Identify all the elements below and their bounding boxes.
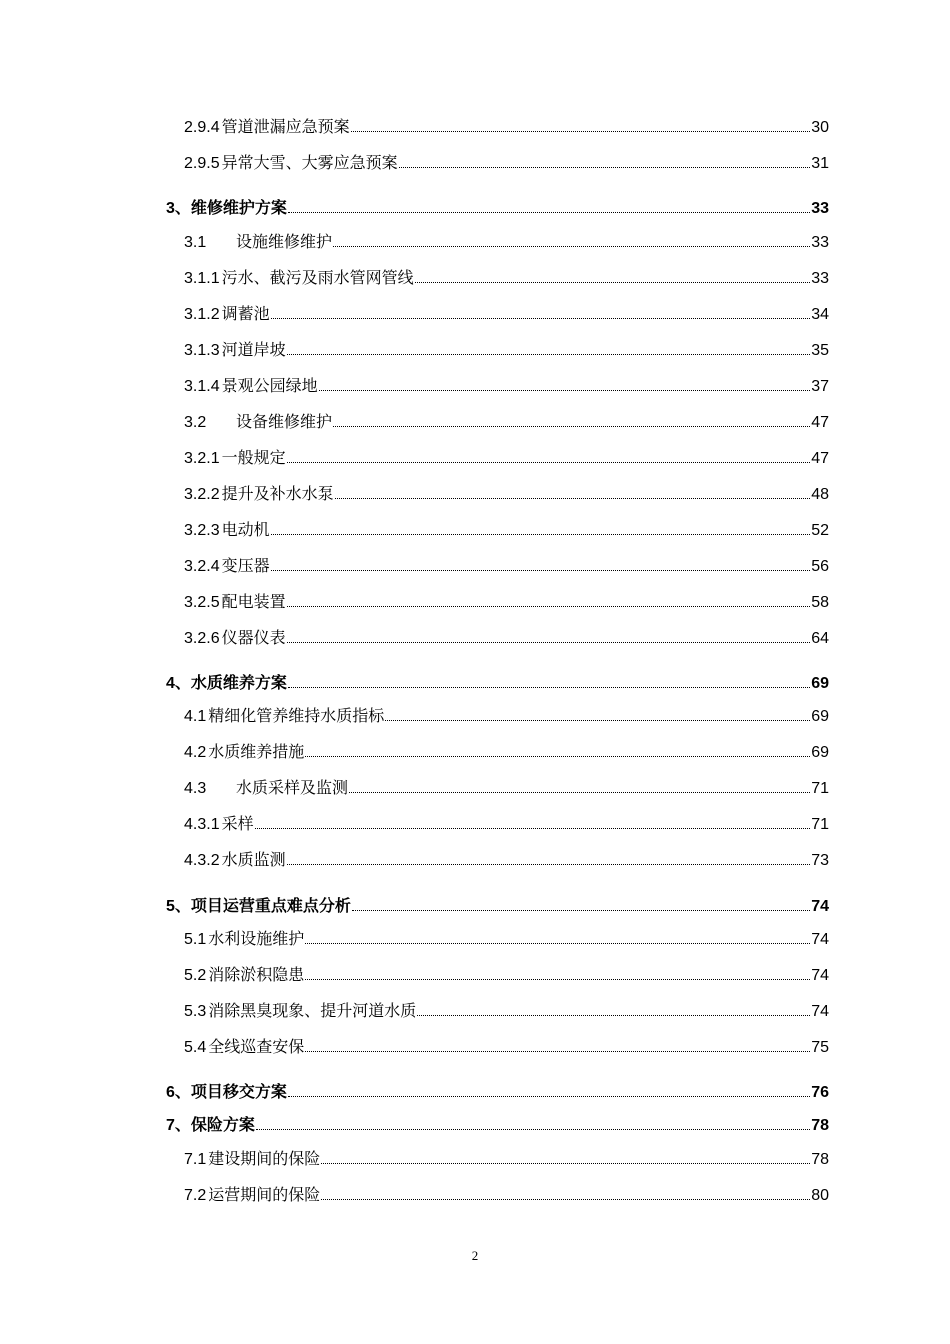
dot-leader [271,534,811,535]
toc-entry-3-1-3[interactable] [184,341,829,361]
toc-entry-5-3[interactable] [184,1002,829,1022]
toc-entry-number: 3.1.4 [184,378,220,395]
toc-entry-page: 33 [811,234,829,251]
toc-entry-number: 4.3.2 [184,852,220,869]
toc-entry-3-2-1[interactable] [184,449,829,469]
toc-entry-title: 设施维修维护 [236,234,333,251]
toc-entry-page: 74 [811,967,829,984]
dot-leader [305,756,810,757]
toc-entry-page: 80 [811,1187,829,1204]
toc-entry-number: 7.1 [184,1151,207,1168]
toc-entry-page: 71 [811,816,829,833]
toc-entry-3-2-6[interactable] [184,629,829,649]
toc-entry-number: 3.1.1 [184,270,220,287]
toc-entry-7-1[interactable] [184,1150,829,1170]
toc-entry-4-3[interactable] [184,779,829,799]
toc-entry-title: 运营期间的保险 [208,1187,321,1204]
toc-entry-page: 47 [811,450,829,467]
toc-entry-page: 64 [811,630,829,647]
toc-entry-page: 75 [811,1039,829,1056]
toc-entry-3-1[interactable] [184,233,829,253]
toc-entry-title: 提升及补水水泵 [221,486,334,503]
toc-entry-page: 33 [811,270,829,287]
toc-entry-number: 4.3 [184,780,207,797]
toc-entry-number: 3.1.2 [184,306,220,323]
toc-entry-page: 58 [811,594,829,611]
dot-leader [287,606,811,607]
dot-leader [255,828,811,829]
dot-leader [399,167,811,168]
toc-entry-title: 水质采样及监测 [236,780,349,797]
toc-entry-page: 69 [811,675,829,692]
toc-entry-number: 5.3 [184,1003,207,1020]
toc-entry-page: 47 [811,414,829,431]
dot-leader [305,979,810,980]
dot-leader [319,390,811,391]
toc-entry-title: 采样 [221,816,254,833]
dot-leader [305,943,810,944]
dot-leader [271,318,811,319]
toc-entry-title: 景观公园绿地 [221,378,318,395]
toc-entry-title: 污水、截污及雨水管网管线 [221,270,414,287]
toc-entry-page: 35 [811,342,829,359]
toc-entry-title: 河道岸坡 [221,342,286,359]
toc-entry-5-1[interactable] [184,930,829,950]
dot-leader [256,1129,810,1130]
toc-entry-page: 33 [811,200,829,217]
dot-leader [335,498,811,499]
toc-entry-4-3-1[interactable] [184,815,829,835]
toc-entry-number: 3、 [166,200,191,217]
toc-entry-title: 项目运营重点难点分析 [190,898,351,915]
toc-entry-2-9-4[interactable] [184,118,829,138]
toc-entry-title: 水质维养方案 [190,675,287,692]
toc-entry-page: 37 [811,378,829,395]
dot-leader [287,864,811,865]
toc-entry-title: 变压器 [221,558,270,575]
dot-leader [287,354,811,355]
dot-leader [351,131,811,132]
toc-entry-number: 5、 [166,898,191,915]
toc-entry-number: 3.2.6 [184,630,220,647]
toc-entry-page: 52 [811,522,829,539]
toc-entry-title: 水质维养措施 [208,744,305,761]
toc-entry-5-2[interactable] [184,966,829,986]
dot-leader [271,570,811,571]
toc-entry-3-2-3[interactable] [184,521,829,541]
toc-entry-3-2[interactable] [184,413,829,433]
dot-leader [333,246,810,247]
toc-entry-title: 项目移交方案 [190,1084,287,1101]
toc-entry-number: 5.1 [184,931,207,948]
toc-chapter-4[interactable] [166,674,829,694]
dot-leader [333,426,810,427]
toc-entry-title: 调蓄池 [221,306,270,323]
toc-entry-page: 48 [811,486,829,503]
toc-entry-number: 2.9.4 [184,119,220,136]
toc-chapter-3[interactable] [166,199,829,219]
toc-entry-title: 保险方案 [190,1117,255,1134]
toc-entry-title: 异常大雪、大雾应急预案 [221,155,398,172]
toc-entry-3-1-1[interactable] [184,269,829,289]
toc-entry-number: 3.2.3 [184,522,220,539]
toc-entry-page: 69 [811,744,829,761]
toc-entry-page: 76 [811,1084,829,1101]
toc-entry-number: 3.2.4 [184,558,220,575]
toc-entry-title: 精细化管养维持水质指标 [208,708,385,725]
toc-entry-page: 78 [811,1117,829,1134]
dot-leader [287,642,811,643]
toc-entry-page: 74 [811,1003,829,1020]
toc-entry-2-9-5[interactable] [184,154,829,174]
toc-chapter-7[interactable] [166,1116,829,1136]
toc-entry-5-4[interactable] [184,1038,829,1058]
toc-entry-number: 3.2.5 [184,594,220,611]
toc-entry-4-1[interactable] [184,707,829,727]
toc-entry-number: 2.9.5 [184,155,220,172]
toc-entry-title: 配电装置 [221,594,286,611]
toc-entry-title: 消除淤积隐患 [208,967,305,984]
toc-entry-number: 6、 [166,1084,191,1101]
toc-entry-title: 水质监测 [221,852,286,869]
dot-leader [321,1163,810,1164]
toc-entry-page: 74 [811,898,829,915]
dot-leader [288,1096,810,1097]
toc-entry-title: 电动机 [221,522,270,539]
toc-entry-page: 78 [811,1151,829,1168]
toc-entry-title: 建设期间的保险 [208,1151,321,1168]
dot-leader [417,1015,810,1016]
toc-entry-number: 5.4 [184,1039,207,1056]
toc-entry-number: 4.1 [184,708,207,725]
toc-entry-number: 7.2 [184,1187,207,1204]
dot-leader [288,687,810,688]
toc-entry-3-2-4[interactable] [184,557,829,577]
toc-entry-number: 7、 [166,1117,191,1134]
toc-entry-number: 4.2 [184,744,207,761]
toc-entry-title: 一般规定 [221,450,286,467]
toc-entry-page: 34 [811,306,829,323]
toc-entry-title: 管道泄漏应急预案 [221,119,350,136]
page-number: 2 [471,1248,479,1263]
toc-entry-number: 4.3.1 [184,816,220,833]
dot-leader [288,212,810,213]
toc-entry-title: 仪器仪表 [221,630,286,647]
dot-leader [415,282,811,283]
toc-entry-title: 消除黑臭现象、提升河道水质 [208,1003,417,1020]
dot-leader [321,1199,810,1200]
toc-entry-title: 维修维护方案 [190,200,287,217]
dot-leader [305,1051,810,1052]
toc-entry-number: 4、 [166,675,191,692]
toc-entry-page: 74 [811,931,829,948]
dot-leader [385,720,810,721]
toc-entry-page: 73 [811,852,829,869]
toc-entry-3-2-5[interactable] [184,593,829,613]
toc-entry-3-1-4[interactable] [184,377,829,397]
dot-leader [349,792,810,793]
toc-entry-title: 全线巡查安保 [208,1039,305,1056]
dot-leader [352,910,810,911]
toc-entry-page: 56 [811,558,829,575]
toc-chapter-5[interactable] [166,897,829,917]
toc-entry-3-2-2[interactable] [184,485,829,505]
toc-entry-page: 31 [811,155,829,172]
toc-entry-number: 3.1 [184,234,207,251]
toc-chapter-6[interactable] [166,1083,829,1103]
toc-entry-3-1-2[interactable] [184,305,829,325]
toc-entry-page: 71 [811,780,829,797]
toc-entry-number: 3.2.1 [184,450,220,467]
toc-entry-page: 30 [811,119,829,136]
toc-entry-7-2[interactable] [184,1186,829,1206]
toc-entry-number: 3.1.3 [184,342,220,359]
dot-leader [287,462,811,463]
toc-entry-title: 水利设施维护 [208,931,305,948]
toc-entry-number: 3.2.2 [184,486,220,503]
toc-entry-number: 5.2 [184,967,207,984]
toc-entry-4-3-2[interactable] [184,851,829,871]
toc-entry-number: 3.2 [184,414,207,431]
toc-entry-4-2[interactable] [184,743,829,763]
toc-entry-page: 69 [811,708,829,725]
toc-entry-title: 设备维修维护 [236,414,333,431]
